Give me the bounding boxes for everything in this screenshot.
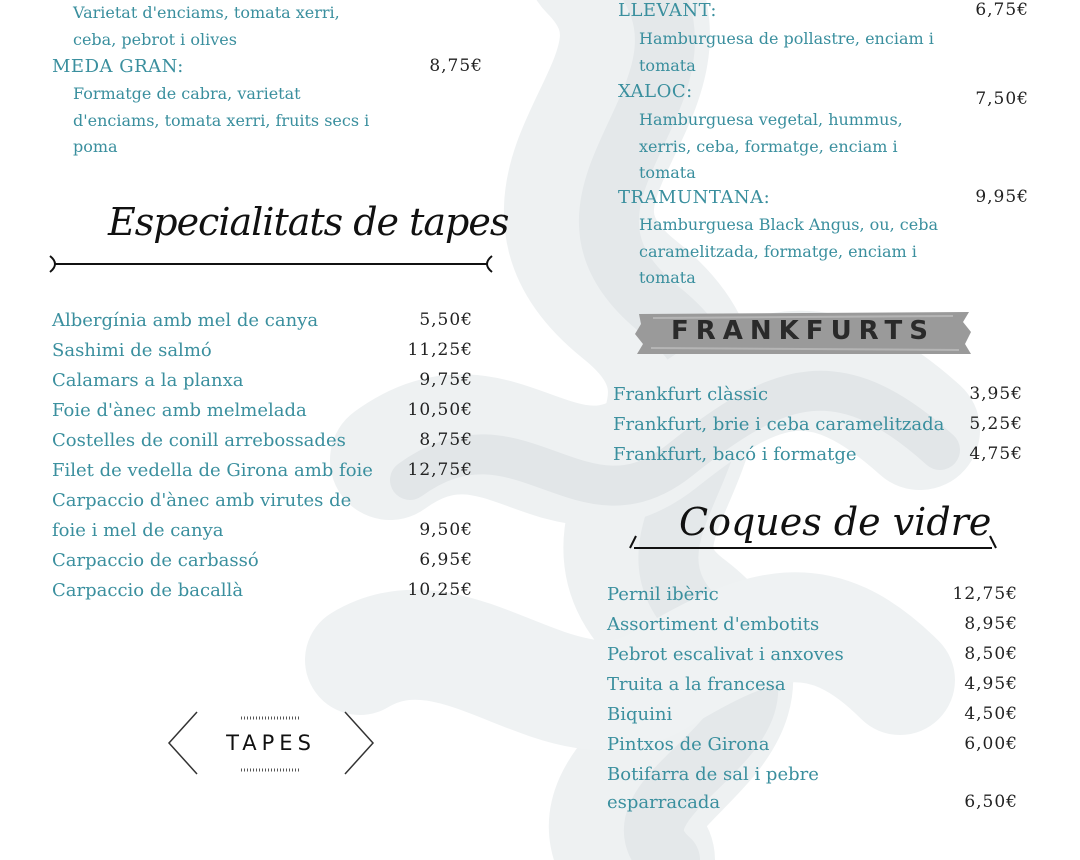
- coca-price: 6,00€: [964, 734, 1018, 754]
- tapa-price: 9,50€: [419, 520, 473, 540]
- tapa-price: 5,50€: [419, 310, 473, 330]
- burger-name: TRAMUNTANA:: [618, 187, 771, 208]
- tapa-name: Carpaccio d'ànec amb virutes de: [52, 490, 352, 511]
- burger-description: Hamburguesa vegetal, hummus, xerris, ceba, formatge, enciam i tomata: [639, 110, 903, 182]
- frankfurt-name: Frankfurt, brie i ceba caramelitzada: [613, 414, 945, 435]
- tapa-price: 8,75€: [419, 430, 473, 450]
- coca-name: Botifarra de sal i pebre: [607, 764, 819, 785]
- coca-name: Pernil ibèric: [607, 584, 719, 605]
- coca-price: 6,50€: [964, 792, 1018, 812]
- coca-price: 12,75€: [952, 584, 1018, 604]
- burger-description: Hamburguesa Black Angus, ou, ceba caramelitzada, formatge, enciam i tomata: [639, 215, 938, 287]
- coca-price: 4,95€: [964, 674, 1018, 694]
- frankfurt-price: 5,25€: [969, 414, 1023, 434]
- coca-name-line2: esparracada: [607, 792, 721, 813]
- tapes-badge-label: TAPES: [226, 731, 316, 755]
- frankfurt-price: 4,75€: [969, 444, 1023, 464]
- tapa-price: 10,50€: [407, 400, 473, 420]
- coca-name: Pintxos de Girona: [607, 734, 770, 755]
- tapa-name: Costelles de conill arrebossades: [52, 430, 346, 451]
- frankfurts-section-title: FRANKFURTS: [671, 316, 935, 346]
- coques-section-title: Coques de vidre: [679, 500, 992, 544]
- coca-name: Biquini: [607, 704, 673, 725]
- tapa-price: 10,25€: [407, 580, 473, 600]
- frankfurt-price: 3,95€: [969, 384, 1023, 404]
- tapa-name: Calamars a la planxa: [52, 370, 244, 391]
- tapa-name: Sashimi de salmó: [52, 340, 212, 361]
- salad-price: 8,75€: [429, 56, 483, 76]
- tapa-price: 12,75€: [407, 460, 473, 480]
- coca-name: Pebrot escalivat i anxoves: [607, 644, 844, 665]
- coca-price: 4,50€: [964, 704, 1018, 724]
- tapa-price: 11,25€: [407, 340, 473, 360]
- burger-price: 9,95€: [975, 187, 1029, 207]
- salad-name: MEDA GRAN:: [52, 56, 184, 77]
- coca-name: Assortiment d'embotits: [607, 614, 820, 635]
- burger-description: Hamburguesa de pollastre, enciam i tomata: [639, 29, 934, 75]
- tapa-price: 6,95€: [419, 550, 473, 570]
- tapa-name: Carpaccio de carbassó: [52, 550, 259, 571]
- tapa-name: Foie d'ànec amb melmelada: [52, 400, 307, 421]
- coca-name: Truita a la francesa: [607, 674, 786, 695]
- frankfurt-name: Frankfurt, bacó i formatge: [613, 444, 857, 465]
- salad-description: Varietat d'enciams, tomata xerri, ceba, pebrot i olives: [73, 3, 340, 49]
- title-divider: [46, 252, 496, 276]
- burger-price: 6,75€: [975, 0, 1029, 20]
- tapa-name: Carpaccio de bacallà: [52, 580, 244, 601]
- tapa-name-line2: foie i mel de canya: [52, 520, 224, 541]
- burger-name: XALOC:: [618, 81, 693, 102]
- tapa-name: Filet de vedella de Girona amb foie: [52, 460, 373, 481]
- coca-price: 8,50€: [964, 644, 1018, 664]
- burger-name: LLEVANT:: [618, 0, 718, 21]
- tapa-price: 9,75€: [419, 370, 473, 390]
- frankfurt-name: Frankfurt clàssic: [613, 384, 769, 405]
- coca-price: 8,95€: [964, 614, 1018, 634]
- salad-description: Formatge de cabra, varietat d'enciams, tomata xerri, fruits secs i poma: [73, 84, 370, 156]
- tapa-name: Albergínia amb mel de canya: [52, 310, 319, 331]
- tapas-section-title: Especialitats de tapes: [108, 200, 509, 244]
- title-divider: [626, 530, 1000, 552]
- burger-price: 7,50€: [975, 89, 1029, 109]
